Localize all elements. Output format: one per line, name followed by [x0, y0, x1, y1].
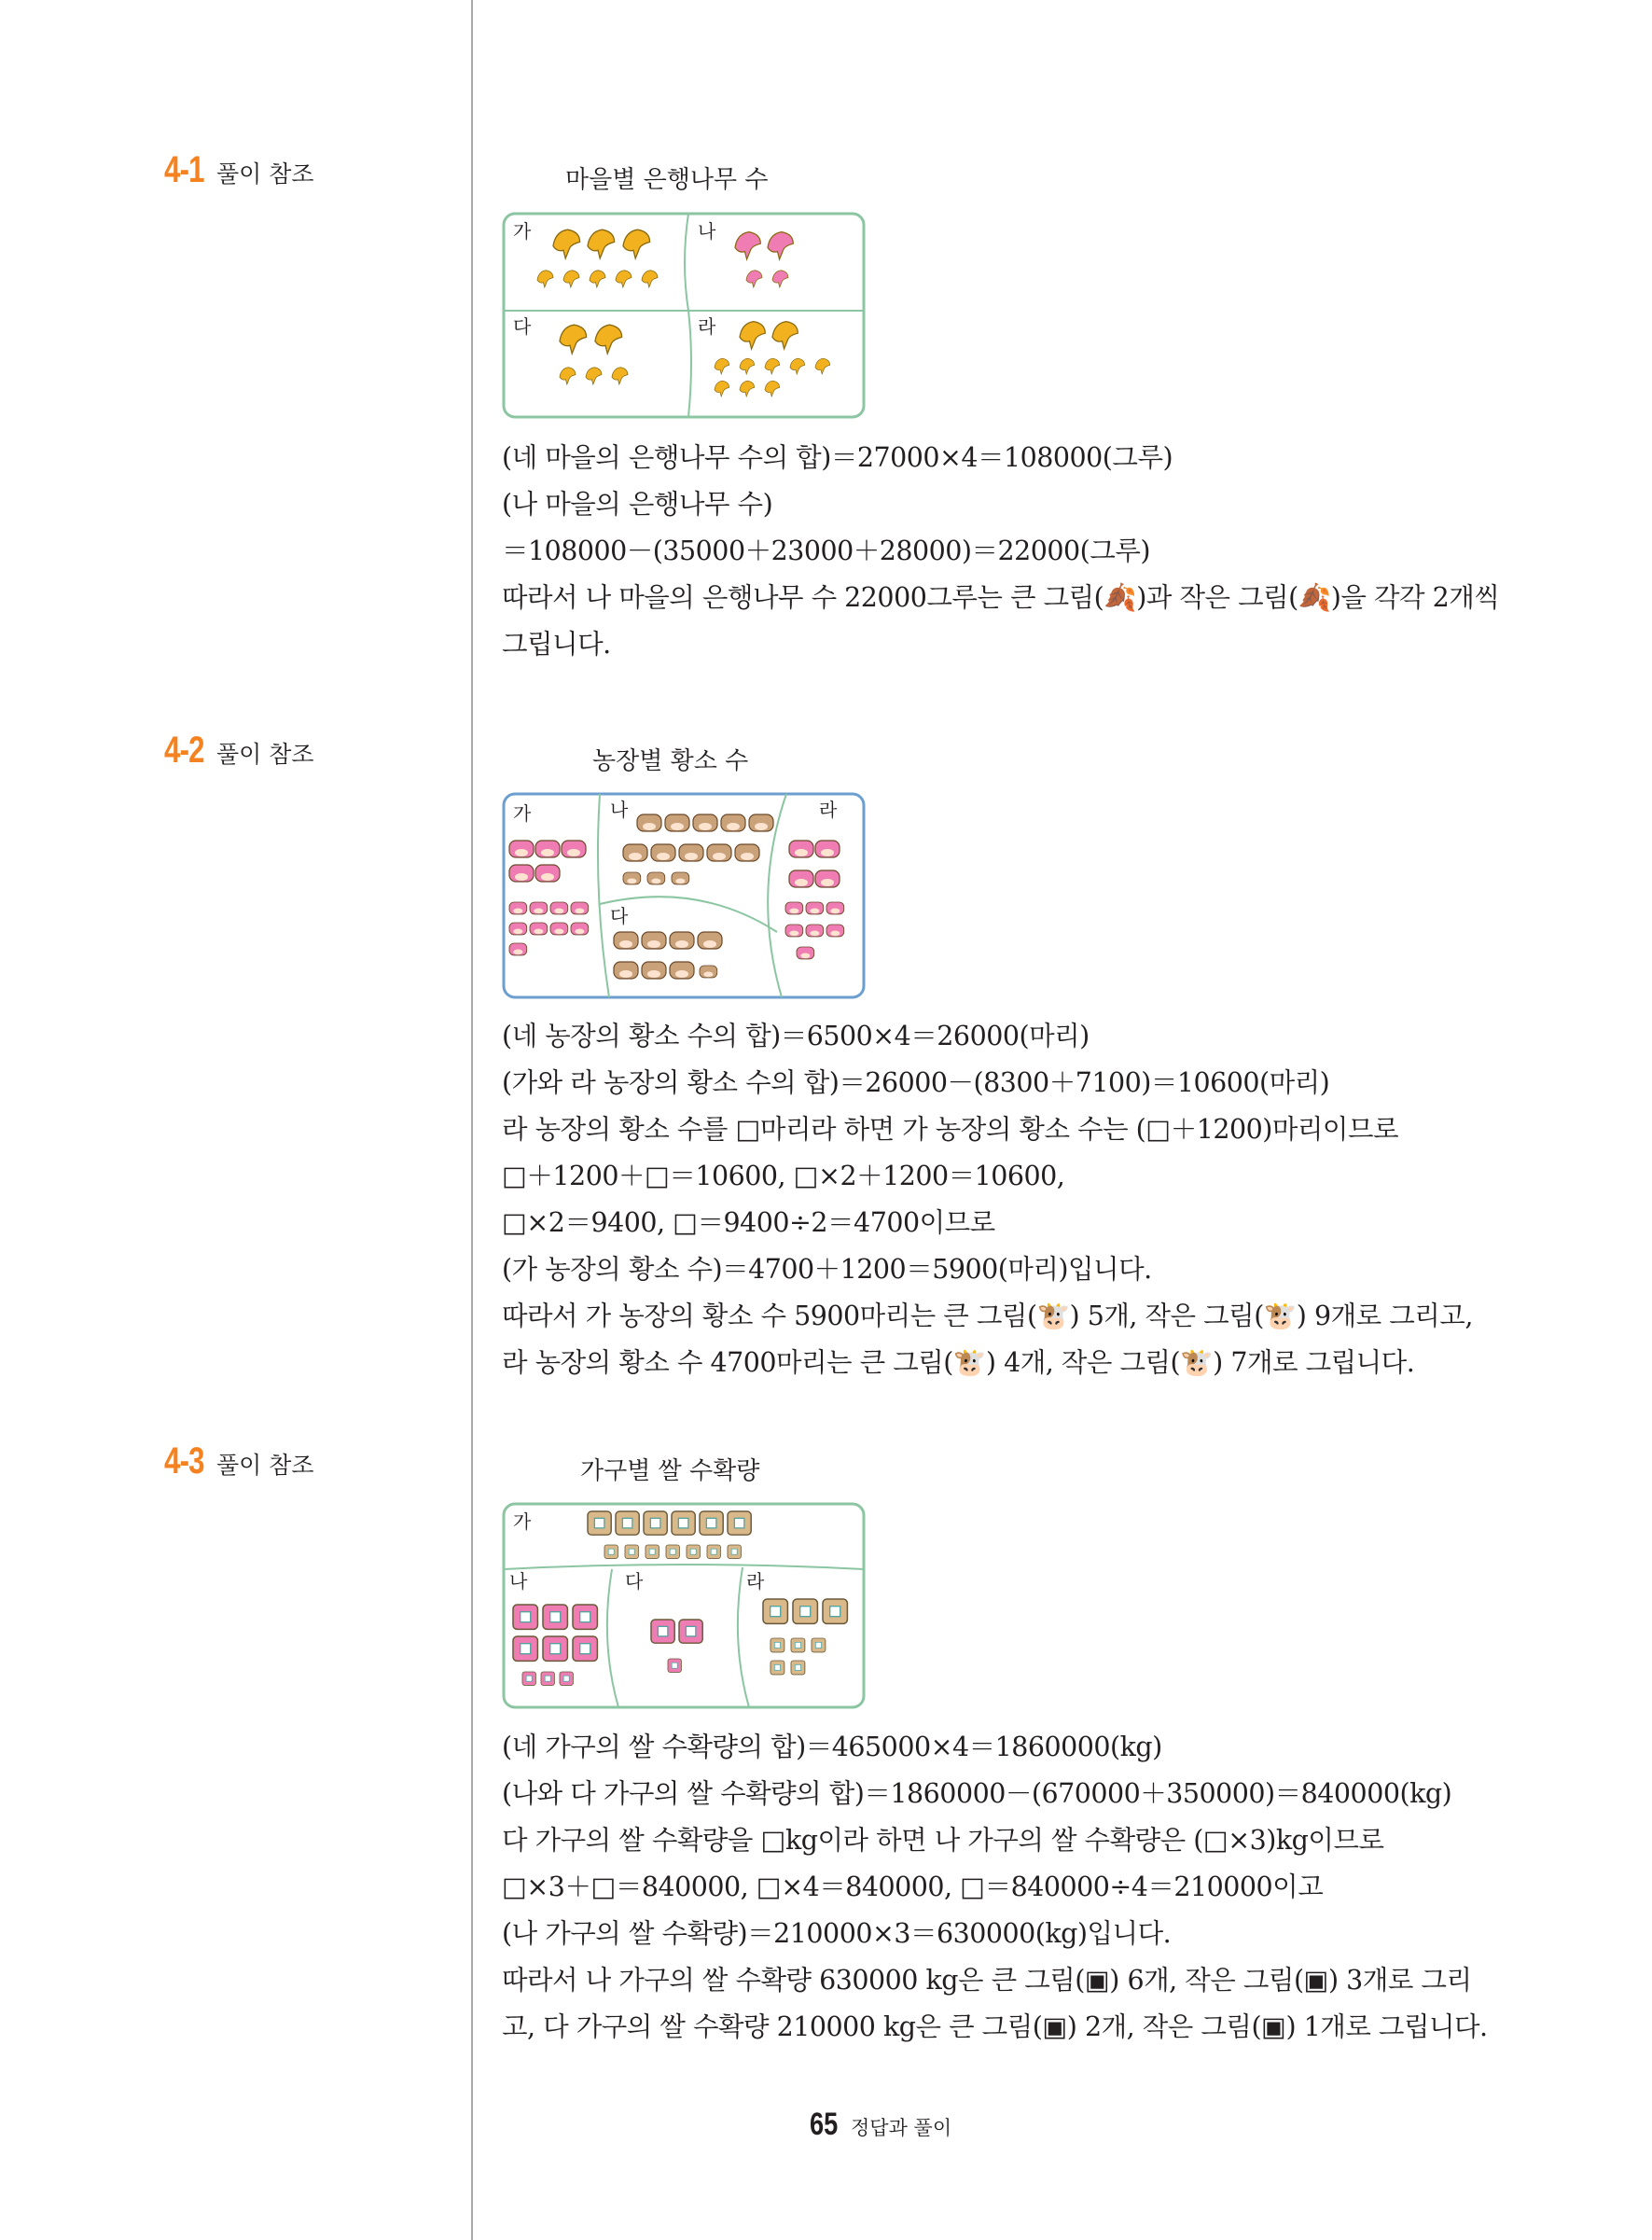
- solution-line: ＝108000－(35000＋23000＋28000)＝22000(그루): [502, 536, 1150, 566]
- cow-icon: [679, 844, 703, 861]
- problem-note: 풀이 참조: [216, 1452, 314, 1479]
- solution-line: 다 가구의 쌀 수확량을 □kg이라 하면 나 가구의 쌀 수확량은 (□×3)kg이므로: [502, 1825, 1384, 1856]
- problem-label-4-2: [164, 730, 314, 772]
- rice-bag-icon: [644, 1511, 667, 1535]
- cow-icon: [614, 962, 638, 979]
- solution-line: 라 농장의 황소 수 4700마리는 큰 그림(🐮) 4개, 작은 그림(🐮) 7개로 그립니다.: [502, 1347, 1415, 1378]
- problem-note: 풀이 참조: [216, 741, 314, 768]
- region-label-ga: 가: [513, 1510, 532, 1533]
- pictograph-cows-svg: [502, 792, 866, 999]
- rice-bag-icon: [823, 1599, 847, 1623]
- rice-bag-icon: [604, 1545, 618, 1558]
- page-number: 65: [810, 2107, 839, 2142]
- cow-icon: [785, 925, 803, 937]
- cow-icon: [789, 841, 813, 857]
- region-label-na: 나: [698, 220, 716, 243]
- cow-icon: [806, 925, 824, 937]
- cow-icon: [721, 814, 745, 831]
- pictograph-ginkgo-svg: [502, 212, 866, 419]
- cow-icon: [530, 923, 548, 935]
- rice-bag-icon: [728, 1545, 741, 1558]
- solution-line: (나와 다 가구의 쌀 수확량의 합)＝1860000－(670000＋350000)＝840000(kg): [502, 1778, 1452, 1809]
- solution-lines-4-1: [502, 435, 1519, 668]
- rice-bag-icon: [616, 1511, 639, 1535]
- cow-icon: [647, 872, 665, 884]
- cow-icon: [797, 947, 814, 959]
- cow-icon: [642, 962, 666, 979]
- rice-bag-icon: [588, 1511, 611, 1535]
- cow-icon: [509, 865, 534, 882]
- cow-icon: [637, 814, 661, 831]
- region-label-ga: 가: [513, 220, 532, 243]
- rice-bag-icon: [707, 1545, 720, 1558]
- cow-icon: [614, 932, 638, 949]
- solution-line: (네 농장의 황소 수의 합)＝6500×4＝26000(마리): [502, 1021, 1090, 1051]
- rice-bag-icon: [791, 1661, 805, 1675]
- rice-bag-icon: [763, 1599, 787, 1623]
- rice-bag-icon: [791, 1638, 805, 1652]
- solution-lines-4-2: [502, 1013, 1519, 1386]
- rice-bag-icon: [573, 1605, 597, 1629]
- solution-line: □×2＝9400, □＝9400÷2＝4700이므로: [502, 1207, 995, 1238]
- chart-title: 가구별 쌀 수확량: [580, 1457, 760, 1485]
- rice-bag-icon: [522, 1672, 535, 1685]
- cow-icon: [509, 902, 527, 914]
- cow-icon: [623, 872, 641, 884]
- cow-icon: [707, 844, 731, 861]
- cow-icon: [815, 870, 840, 887]
- rice-bag-icon: [573, 1636, 597, 1661]
- chart-title: 마을별 은행나무 수: [565, 166, 769, 194]
- rice-bag-icon: [812, 1638, 826, 1652]
- cow-icon: [571, 902, 589, 914]
- rice-bag-icon: [679, 1620, 702, 1643]
- cow-icon: [826, 925, 844, 937]
- cow-icon: [651, 844, 675, 861]
- cow-icon: [571, 923, 589, 935]
- cow-icon: [550, 923, 568, 935]
- solution-line: (나 마을의 은행나무 수): [502, 489, 773, 520]
- page-footer: [810, 2107, 951, 2143]
- cow-icon: [562, 841, 586, 857]
- rice-bag-icon: [513, 1605, 537, 1629]
- cow-icon: [670, 932, 694, 949]
- cow-icon: [693, 814, 717, 831]
- solution-lines-4-3: [502, 1724, 1519, 2051]
- problem-number: 4-3: [164, 1440, 204, 1482]
- solution-line: 따라서 나 가구의 쌀 수확량 630000 kg은 큰 그림(▣) 6개, 작은 그림(▣) 3개로 그리: [502, 1965, 1472, 1996]
- rice-bag-icon: [793, 1599, 817, 1623]
- cow-icon: [535, 841, 560, 857]
- solution-line: (네 마을의 은행나무 수의 합)＝27000×4＝108000(그루): [502, 442, 1173, 473]
- solution-line: 따라서 나 마을의 은행나무 수 22000그루는 큰 그림(🍂)과 작은 그림(🍂)을 각각 2개씩: [502, 582, 1500, 613]
- rice-bag-icon: [687, 1545, 700, 1558]
- solution-line: □×3＋□＝840000, □×4＝840000, □＝840000÷4＝210000이고: [502, 1871, 1324, 1902]
- cow-icon: [509, 943, 527, 955]
- cow-icon: [789, 870, 813, 887]
- pictograph-cows: [502, 792, 866, 999]
- cow-icon: [530, 902, 548, 914]
- pictograph-rice-svg: [502, 1502, 866, 1709]
- region-label-ra: 라: [819, 799, 838, 821]
- rice-bag-icon: [543, 1636, 567, 1661]
- region-label-ga: 가: [513, 802, 532, 825]
- solution-line: (가와 라 농장의 황소 수의 합)＝26000－(8300＋7100)＝10600(마리): [502, 1067, 1330, 1098]
- rice-bag-icon: [513, 1636, 537, 1661]
- rice-bag-icon: [560, 1672, 573, 1685]
- solution-line: □＋1200＋□＝10600, □×2＋1200＝10600,: [502, 1161, 1065, 1191]
- region-label-ra: 라: [698, 315, 716, 338]
- cow-icon: [665, 814, 689, 831]
- cow-icon: [623, 844, 647, 861]
- rice-bag-icon: [728, 1511, 751, 1535]
- region-label-da: 다: [513, 315, 532, 338]
- rice-bag-icon: [700, 1511, 723, 1535]
- chart-title: 농장별 황소 수: [592, 747, 749, 775]
- solution-line: (가 농장의 황소 수)＝4700＋1200＝5900(마리)입니다.: [502, 1254, 1152, 1285]
- rice-bag-icon: [668, 1659, 681, 1672]
- cow-icon: [550, 902, 568, 914]
- problem-number: 4-1: [164, 149, 204, 190]
- pictograph-rice: [502, 1502, 866, 1709]
- rice-bag-icon: [770, 1661, 784, 1675]
- solution-line: 따라서 가 농장의 황소 수 5900마리는 큰 그림(🐮) 5개, 작은 그림(🐮) 9개로 그리고,: [502, 1301, 1473, 1331]
- problem-note: 풀이 참조: [216, 160, 314, 188]
- cow-icon: [509, 841, 534, 857]
- cow-icon: [698, 932, 722, 949]
- rice-bag-icon: [770, 1638, 784, 1652]
- cow-icon: [815, 841, 840, 857]
- region-label-da: 다: [625, 1570, 644, 1593]
- rice-bag-icon: [625, 1545, 638, 1558]
- cow-icon: [509, 923, 527, 935]
- rice-bag-icon: [646, 1545, 659, 1558]
- rice-bag-icon: [541, 1672, 554, 1685]
- cow-icon: [785, 902, 803, 914]
- cow-icon: [535, 865, 560, 882]
- solution-line: 고, 다 가구의 쌀 수확량 210000 kg은 큰 그림(▣) 2개, 작은 그림(▣) 1개로 그립니다.: [502, 2011, 1488, 2042]
- solution-line: 그립니다.: [502, 629, 611, 660]
- cow-icon: [735, 844, 759, 861]
- cow-icon: [749, 814, 773, 831]
- pictograph-ginkgo: [502, 212, 866, 419]
- solution-line: (네 가구의 쌀 수확량의 합)＝465000×4＝1860000(kg): [502, 1732, 1162, 1762]
- region-label-da: 다: [610, 905, 629, 927]
- footer-text: 정답과 풀이: [851, 2117, 952, 2139]
- problem-label-4-3: [164, 1440, 314, 1482]
- rice-bag-icon: [672, 1511, 695, 1535]
- rice-bag-icon: [651, 1620, 674, 1643]
- cow-icon: [826, 902, 844, 914]
- cow-icon: [642, 932, 666, 949]
- solution-line: (나 가구의 쌀 수확량)＝210000×3＝630000(kg)입니다.: [502, 1918, 1172, 1949]
- cow-icon: [700, 966, 717, 978]
- region-label-na: 나: [610, 799, 629, 821]
- problem-label-4-1: [164, 149, 314, 191]
- solution-line: 라 농장의 황소 수를 □마리라 하면 가 농장의 황소 수는 (□＋1200)마리이므로: [502, 1114, 1399, 1145]
- column-divider: [471, 0, 473, 2240]
- cow-icon: [672, 872, 689, 884]
- region-label-ra: 라: [746, 1570, 765, 1593]
- cow-icon: [806, 902, 824, 914]
- rice-bag-icon: [543, 1605, 567, 1629]
- rice-bag-icon: [666, 1545, 679, 1558]
- region-label-na: 나: [509, 1570, 528, 1593]
- cow-icon: [670, 962, 694, 979]
- problem-number: 4-2: [164, 730, 204, 771]
